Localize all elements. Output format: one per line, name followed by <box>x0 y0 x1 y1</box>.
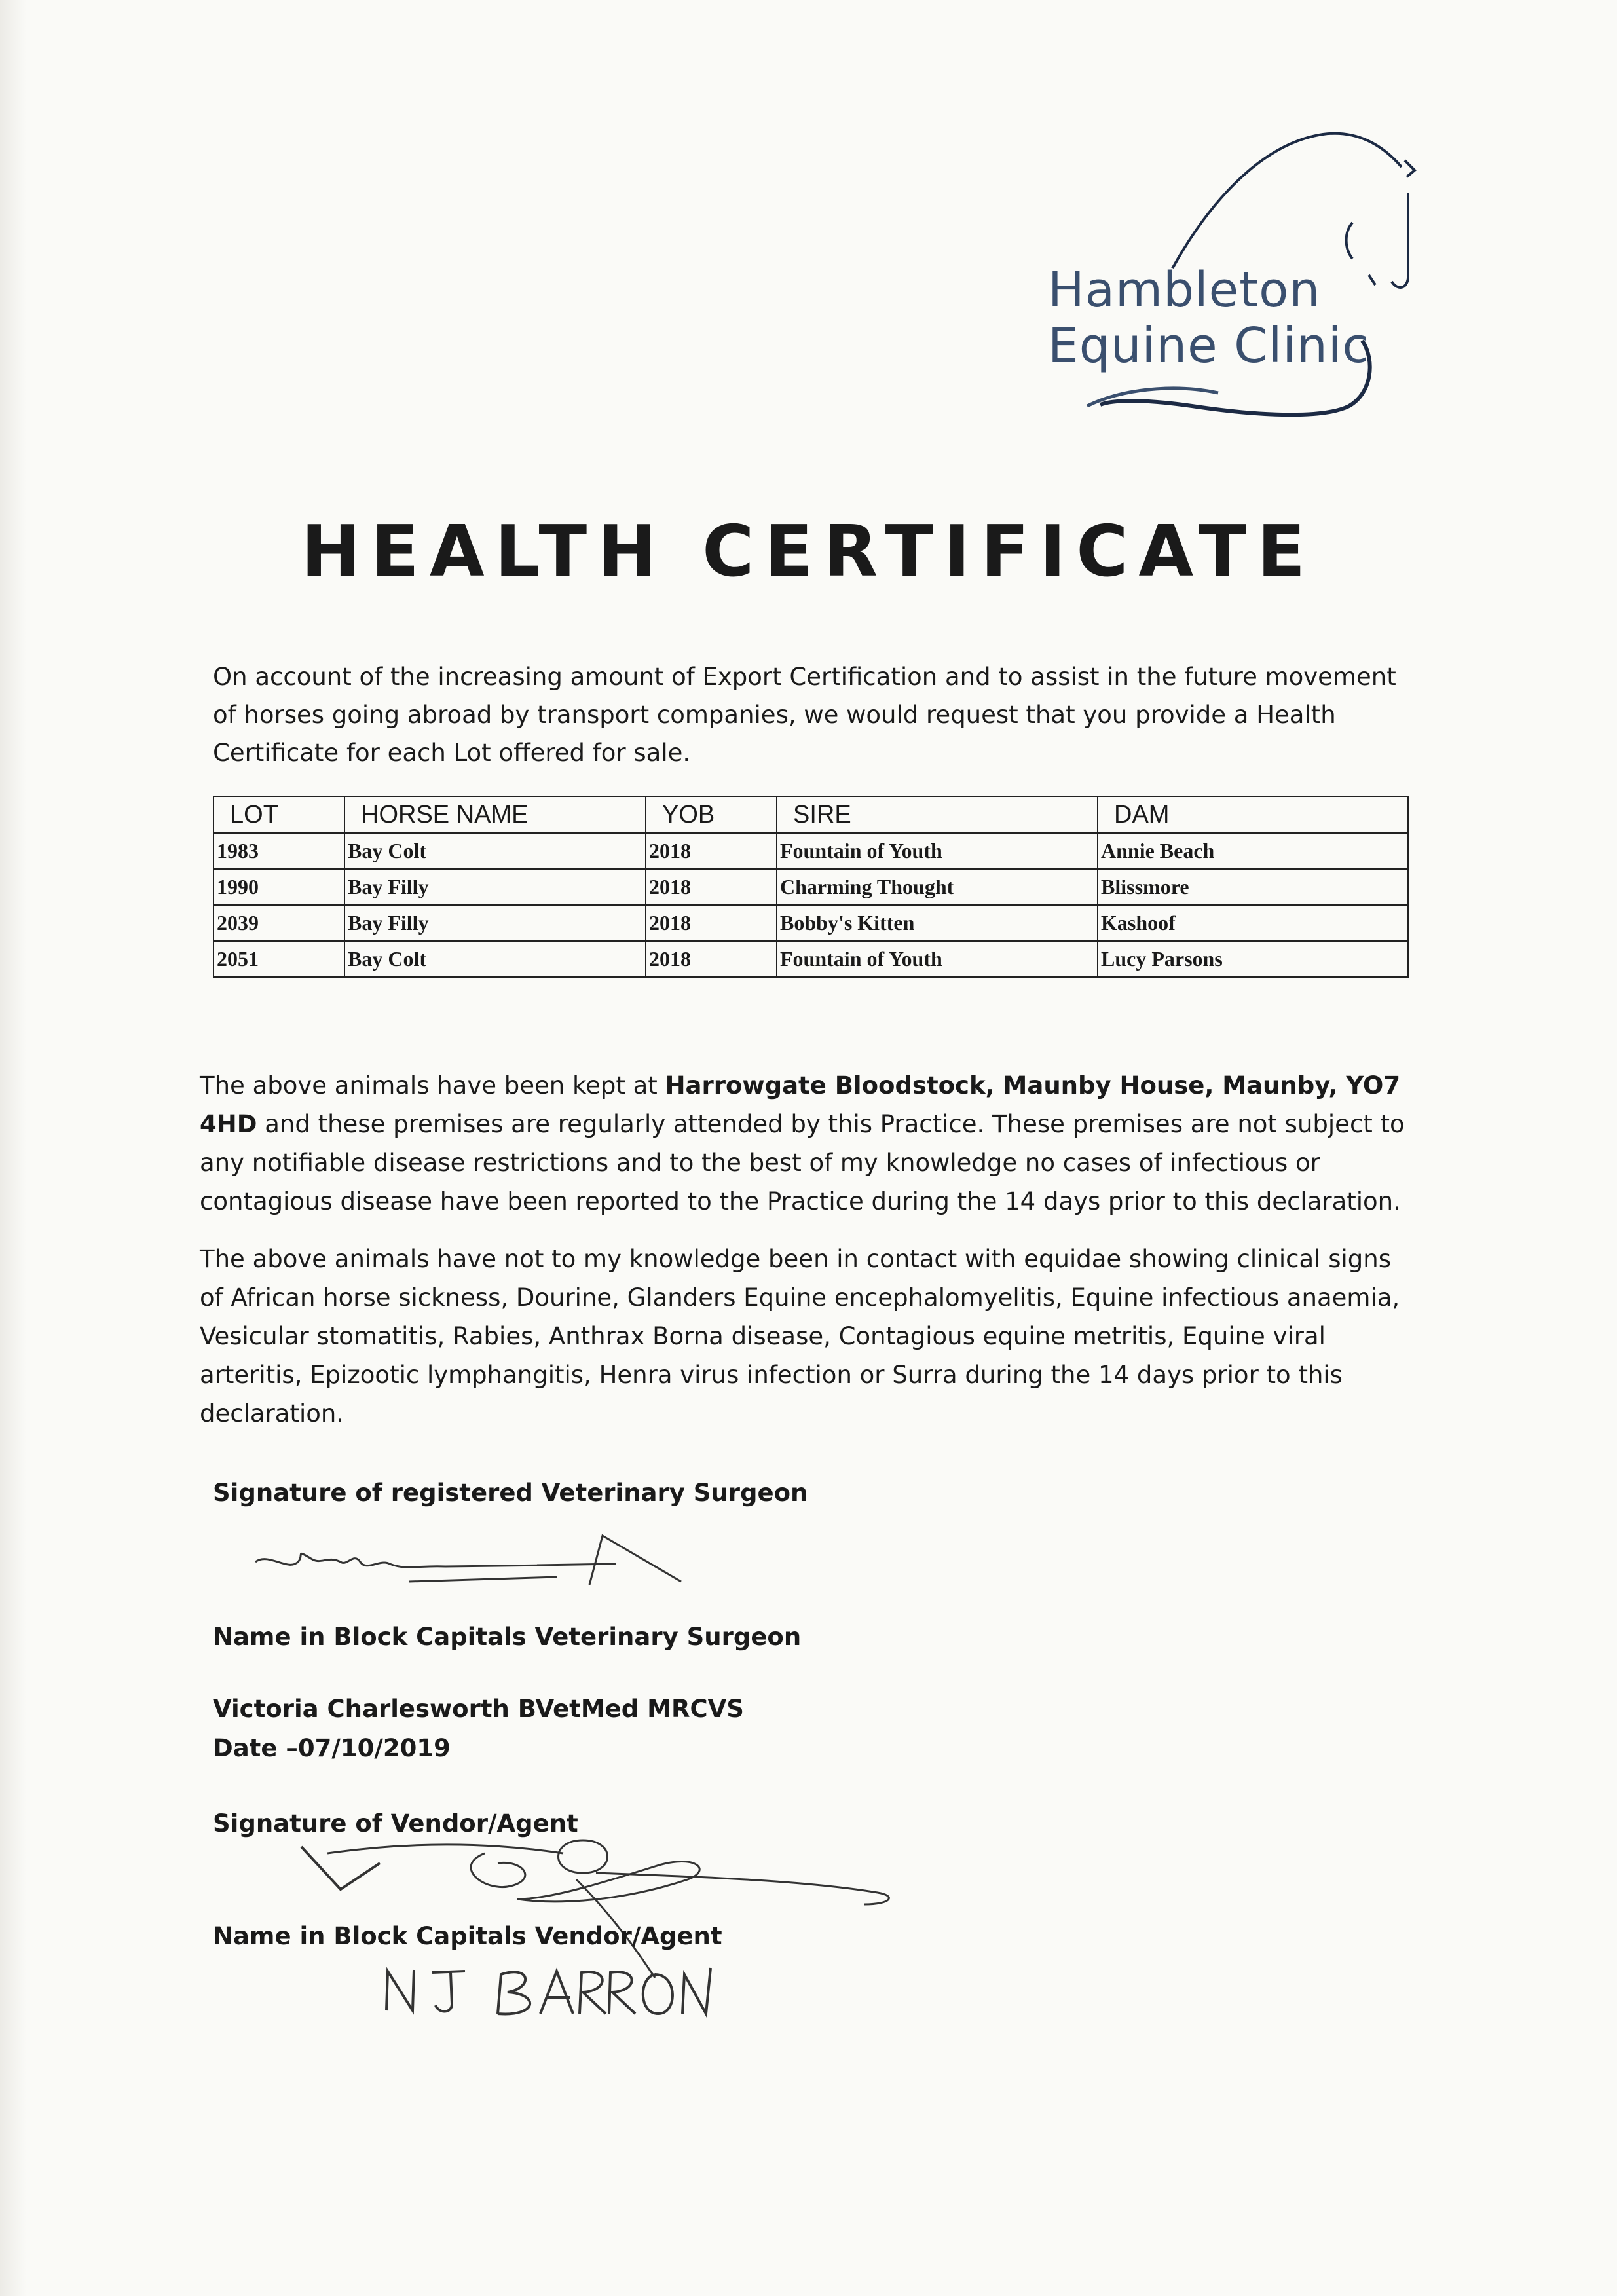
cell-horse-name: Bay Colt <box>344 833 646 869</box>
table-header-row <box>214 796 1408 833</box>
cell-sire: Bobby's Kitten <box>777 905 1098 941</box>
vendor-signature-label: Signature of Vendor/Agent <box>213 1809 578 1838</box>
cell-dam: Lucy Parsons <box>1098 941 1408 977</box>
cell-horse-name: Bay Filly <box>344 905 646 941</box>
cell-yob: 2018 <box>646 905 777 941</box>
cell-sire: Charming Thought <box>777 869 1098 905</box>
logo-text-equine-clinic: Equine Clinic <box>1048 318 1370 374</box>
header-lot: LOT <box>214 796 344 833</box>
cell-dam: Annie Beach <box>1098 833 1408 869</box>
table-row <box>214 941 1408 977</box>
cell-horse-name: Bay Colt <box>344 941 646 977</box>
cell-lot: 1983 <box>214 833 344 869</box>
page-title: HEALTH CERTIFICATE <box>301 511 1316 593</box>
cell-yob: 2018 <box>646 941 777 977</box>
logo-text-hambleton: Hambleton <box>1048 262 1321 318</box>
intro-paragraph: On account of the increasing amount of Export Certification and to assist in the future movement of horses going abroad by transport companies, we would request that you provide a Health Certificate for each Lot offered for sale. <box>213 663 1396 767</box>
table-row <box>214 833 1408 869</box>
vet-name-label: Name in Block Capitals Veterinary Surgeon <box>213 1623 802 1651</box>
vendor-handwritten-name-icon <box>380 1958 720 2030</box>
premises-paragraph <box>200 1066 1411 1221</box>
cell-lot: 2051 <box>214 941 344 977</box>
cell-yob: 2018 <box>646 833 777 869</box>
vet-signature-icon <box>249 1526 694 1598</box>
premises-text-before: The above animals have been kept at <box>200 1071 665 1100</box>
header-horse-name: HORSE NAME <box>344 796 646 833</box>
cell-dam: Kashoof <box>1098 905 1408 941</box>
cell-dam: Blissmore <box>1098 869 1408 905</box>
cell-sire: Fountain of Youth <box>777 941 1098 977</box>
scan-edge-shadow <box>0 0 26 2296</box>
cell-lot: 1990 <box>214 869 344 905</box>
vet-name: Victoria Charlesworth BVetMed MRCVS <box>213 1695 744 1723</box>
vet-signature-label: Signature of registered Veterinary Surgeon <box>213 1479 808 1507</box>
cell-lot: 2039 <box>214 905 344 941</box>
cell-horse-name: Bay Filly <box>344 869 646 905</box>
premises-location: Harrowgate Bloodstock, Maunby House, Maunby, YO7 4HD <box>200 1071 1401 1138</box>
header-dam: DAM <box>1098 796 1408 833</box>
table-row <box>214 869 1408 905</box>
premises-text-after: and these premises are regularly attended by this Practice. These premises are not subject to any notifiable disease restrictions and to the best of my knowledge no cases of infectious or contagious disease have been reported to the Practice during the 14 days prior to this declaration. <box>200 1110 1405 1215</box>
certificate-date: Date –07/10/2019 <box>213 1734 451 1762</box>
cell-sire: Fountain of Youth <box>777 833 1098 869</box>
header-yob: YOB <box>646 796 777 833</box>
clinic-logo <box>982 124 1441 439</box>
vendor-name-label: Name in Block Capitals Vendor/Agent <box>213 1922 722 1950</box>
lots-table <box>213 796 1409 978</box>
header-sire: SIRE <box>777 796 1098 833</box>
contact-statement-paragraph: The above animals have not to my knowledge been in contact with equidae showing clinical signs of African horse sickness, Dourine, Glanders Equine encephalomyelitis, Equine infectious anaemia, Vesicular stomatitis, Rabies, Anthrax Borna disease, Contagious equine metritis, Equine viral arteritis, Epizootic lymphangitis, Henra virus infection or Surra during the 14 days prior to this declaration. <box>200 1245 1400 1428</box>
table-row <box>214 905 1408 941</box>
cell-yob: 2018 <box>646 869 777 905</box>
